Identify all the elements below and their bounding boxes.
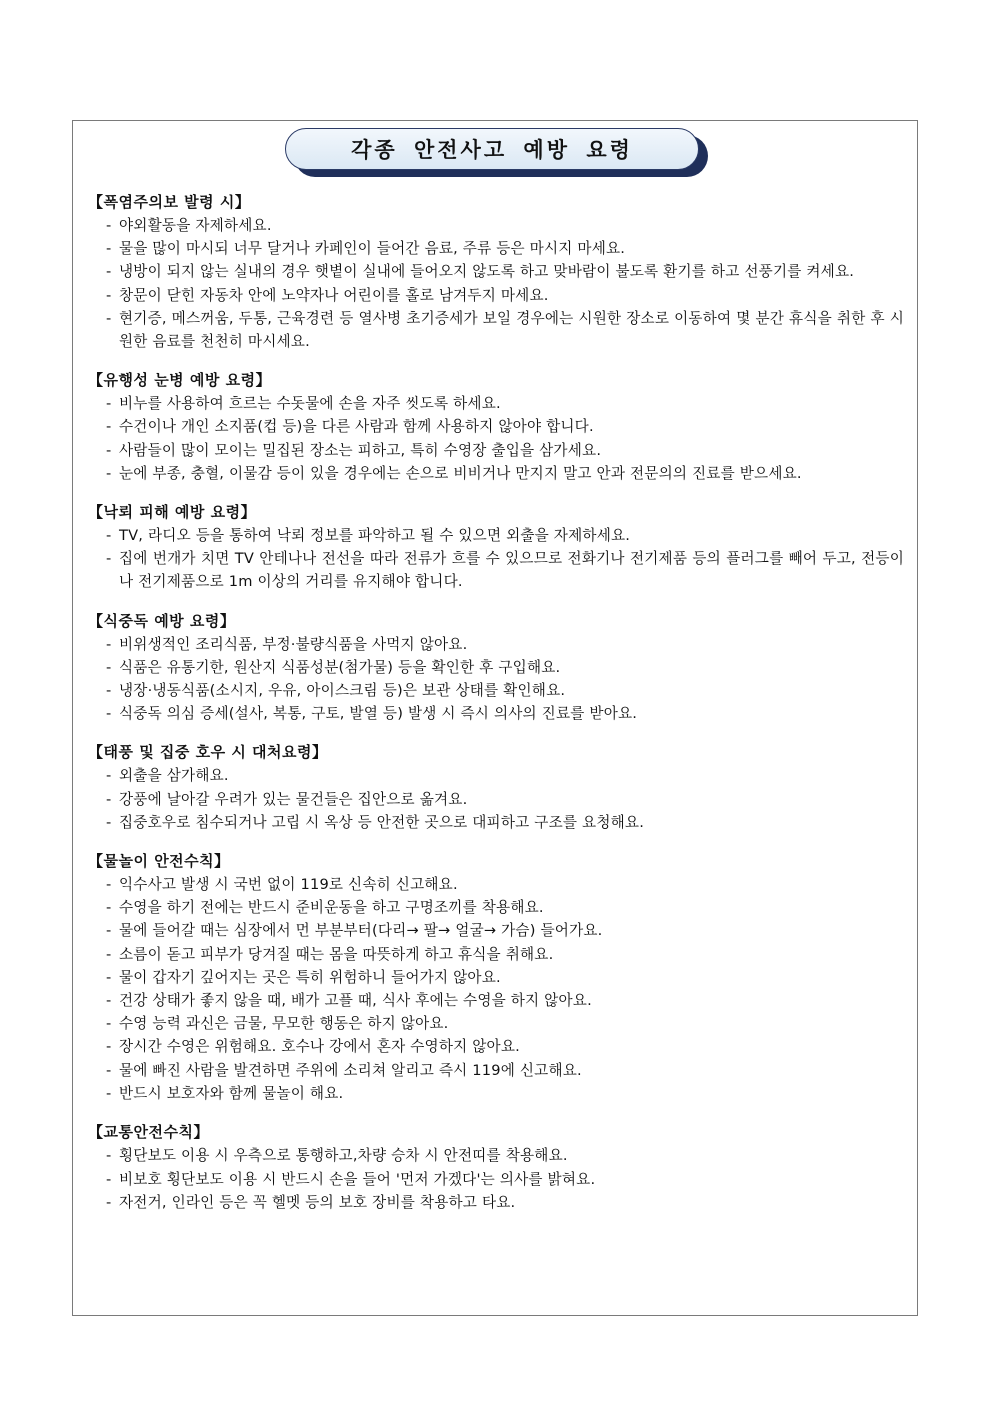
list-item-text: 창문이 닫힌 자동차 안에 노약자나 어린이를 홀로 남겨두지 마세요. <box>119 286 549 304</box>
list-item <box>88 943 904 966</box>
dash-bullet: - <box>106 464 112 482</box>
dash-bullet: - <box>106 922 112 940</box>
list-item-text: 수건이나 개인 소지품(컵 등)을 다른 사람과 함께 사용하지 않아야 합니다. <box>119 418 594 436</box>
dash-bullet: - <box>106 527 112 545</box>
list-item-text: 물에 빠진 사람을 발견하면 주위에 소리쳐 알리고 즉시 119에 신고해요. <box>119 1061 582 1079</box>
dash-bullet: - <box>106 240 112 258</box>
section <box>88 191 904 353</box>
section-list <box>88 873 904 1105</box>
list-item <box>88 919 904 942</box>
dash-bullet: - <box>106 1038 112 1056</box>
dash-bullet: - <box>106 767 112 785</box>
list-item-text: 수영을 하기 전에는 반드시 준비운동을 하고 구명조끼를 착용해요. <box>119 899 544 917</box>
list-item <box>88 989 904 1012</box>
list-item-text: 비위생적인 조리식품, 부정·불량식품을 사먹지 않아요. <box>119 635 468 653</box>
dash-bullet: - <box>106 418 112 436</box>
list-item-text: 수영 능력 과신은 금물, 무모한 행동은 하지 않아요. <box>119 1015 449 1033</box>
dash-bullet: - <box>106 1194 112 1212</box>
dash-bullet: - <box>106 1170 112 1188</box>
dash-bullet: - <box>106 1061 112 1079</box>
list-item <box>88 873 904 896</box>
list-item-text: 현기증, 메스꺼움, 두통, 근육경련 등 열사병 초기증세가 보일 경우에는 시원한 장소로 이동하여 몇 분간 휴식을 취한 후 시원한 음료를 천천히 마시세요. <box>119 309 904 351</box>
list-item <box>88 896 904 919</box>
list-item <box>88 811 904 834</box>
dash-bullet: - <box>106 705 112 723</box>
list-item-text: 소름이 돋고 피부가 당겨질 때는 몸을 따뜻하게 하고 휴식을 취해요. <box>119 945 554 963</box>
section-title: 【유행성 눈병 예방 요령】 <box>88 371 272 390</box>
document-content <box>88 191 904 1231</box>
dash-bullet: - <box>106 635 112 653</box>
list-item <box>88 1144 904 1168</box>
list-item <box>88 966 904 989</box>
dash-bullet: - <box>106 945 112 963</box>
dash-bullet: - <box>106 217 112 234</box>
list-item-text: 물에 들어갈 때는 심장에서 먼 부분부터(다리→ 팔→ 얼굴→ 가슴) 들어가요. <box>119 922 603 940</box>
section <box>88 369 904 485</box>
dash-bullet: - <box>106 263 112 281</box>
list-item <box>88 1168 904 1192</box>
dash-bullet: - <box>106 968 112 986</box>
dash-bullet: - <box>106 658 112 676</box>
list-item <box>88 415 904 438</box>
list-item <box>88 462 904 485</box>
list-item <box>88 1191 904 1215</box>
list-item <box>88 284 904 307</box>
list-item <box>88 1012 904 1035</box>
section-title: 【낙뢰 피해 예방 요령】 <box>88 503 257 522</box>
section <box>88 850 904 1105</box>
section <box>88 741 904 834</box>
list-item-text: 눈에 부종, 충혈, 이물감 등이 있을 경우에는 손으로 비비거나 만지지 말고 안과 전문의의 진료를 받으세요. <box>119 464 802 482</box>
dash-bullet: - <box>106 876 112 894</box>
list-item <box>88 1059 904 1082</box>
section <box>88 501 904 594</box>
list-item-text: 식중독 의심 증세(설사, 복통, 구토, 발열 등) 발생 시 즉시 의사의 진료를 받아요. <box>119 705 638 723</box>
dash-bullet: - <box>106 813 112 831</box>
list-item <box>88 307 904 353</box>
list-item <box>88 1035 904 1058</box>
list-item-text: 반드시 보호자와 함께 물놀이 해요. <box>119 1084 344 1102</box>
list-item <box>88 764 904 787</box>
section <box>88 1121 904 1215</box>
dash-bullet: - <box>106 1084 112 1102</box>
list-item <box>88 392 904 415</box>
list-item-text: 비누를 사용하여 흐르는 수돗물에 손을 자주 씻도록 하세요. <box>119 395 501 413</box>
list-item-text: 야외활동을 자제하세요. <box>119 217 272 234</box>
list-item-text: 냉장·냉동식품(소시지, 우유, 아이스크림 등)은 보관 상태를 확인해요. <box>119 682 566 700</box>
list-item-text: 강풍에 날아갈 우려가 있는 물건들은 집안으로 옮겨요. <box>119 790 468 808</box>
section-list <box>88 764 904 834</box>
dash-bullet: - <box>106 395 112 413</box>
section-title: 【식중독 예방 요령】 <box>88 611 236 630</box>
section-title: 【폭염주의보 발령 시】 <box>88 193 251 211</box>
dash-bullet: - <box>106 992 112 1010</box>
list-item-text: TV, 라디오 등을 통하여 낙뢰 정보를 파악하고 될 수 있으면 외출을 자제하세요. <box>119 527 631 545</box>
list-item-text: 물을 많이 마시되 너무 달거나 카페인이 들어간 음료, 주류 등은 마시지 마세요. <box>119 240 626 258</box>
list-item-text: 사람들이 많이 모이는 밀집된 장소는 피하고, 특히 수영장 출입을 삼가세요. <box>119 441 602 459</box>
list-item <box>88 260 904 283</box>
dash-bullet: - <box>106 309 112 327</box>
list-item <box>88 679 904 702</box>
list-item-text: 외출을 삼가해요. <box>119 767 229 785</box>
section <box>88 610 904 726</box>
dash-bullet: - <box>106 1147 112 1165</box>
list-item-text: 식품은 유통기한, 원산지 식품성분(첨가물) 등을 확인한 후 구입해요. <box>119 658 561 676</box>
list-item-text: 비보호 횡단보도 이용 시 반드시 손을 들어 '먼저 가겠다'는 의사를 밝혀요. <box>119 1170 596 1188</box>
list-item-text: 건강 상태가 좋지 않을 때, 배가 고플 때, 식사 후에는 수영을 하지 않아요. <box>119 992 592 1010</box>
section-list <box>88 392 904 485</box>
dash-bullet: - <box>106 1015 112 1033</box>
list-item <box>88 524 904 547</box>
dash-bullet: - <box>106 550 112 568</box>
list-item-text: 물이 갑자기 깊어지는 곳은 특히 위험하니 들어가지 않아요. <box>119 968 501 986</box>
list-item-text: 냉방이 되지 않는 실내의 경우 햇볕이 실내에 들어오지 않도록 하고 맞바람이 불도록 환기를 하고 선풍기를 켜세요. <box>119 263 855 281</box>
section-title: 【태풍 및 집중 호우 시 대처요령】 <box>88 743 328 762</box>
dash-bullet: - <box>106 441 112 459</box>
section-list <box>88 633 904 726</box>
list-item-text: 익수사고 발생 시 국번 없이 119로 신속히 신고해요. <box>119 876 458 894</box>
dash-bullet: - <box>106 899 112 917</box>
section-list <box>88 524 904 594</box>
dash-bullet: - <box>106 286 112 304</box>
list-item-text: 집중호우로 침수되거나 고립 시 옥상 등 안전한 곳으로 대피하고 구조를 요청해요. <box>119 813 645 831</box>
list-item <box>88 656 904 679</box>
dash-bullet: - <box>106 790 112 808</box>
list-item <box>88 439 904 462</box>
list-item-text: 집에 번개가 치면 TV 안테나나 전선을 따라 전류가 흐를 수 있으므로 전화기나 전기제품 등의 플러그를 빼어 두고, 전등이나 전기제품으로 1m 이상의 거리를 유지해야 합니다. <box>119 550 904 591</box>
page-title: 각종 안전사고 예방 요령 <box>285 128 699 170</box>
list-item-text: 횡단보도 이용 시 우측으로 통행하고,차량 승차 시 안전띠를 착용해요. <box>119 1147 568 1165</box>
list-item <box>88 237 904 260</box>
list-item <box>88 702 904 725</box>
dash-bullet: - <box>106 682 112 700</box>
list-item <box>88 633 904 656</box>
list-item <box>88 788 904 811</box>
section-list <box>88 1144 904 1215</box>
list-item-text: 장시간 수영은 위험해요. 호수나 강에서 혼자 수영하지 않아요. <box>119 1038 520 1056</box>
list-item-text: 자전거, 인라인 등은 꼭 헬멧 등의 보호 장비를 착용하고 타요. <box>119 1194 516 1212</box>
list-item <box>88 547 904 593</box>
section-title: 【교통안전수칙】 <box>88 1123 209 1142</box>
list-item <box>88 214 904 237</box>
list-item <box>88 1082 904 1105</box>
section-list <box>88 214 904 353</box>
section-title: 【물놀이 안전수칙】 <box>88 852 230 871</box>
